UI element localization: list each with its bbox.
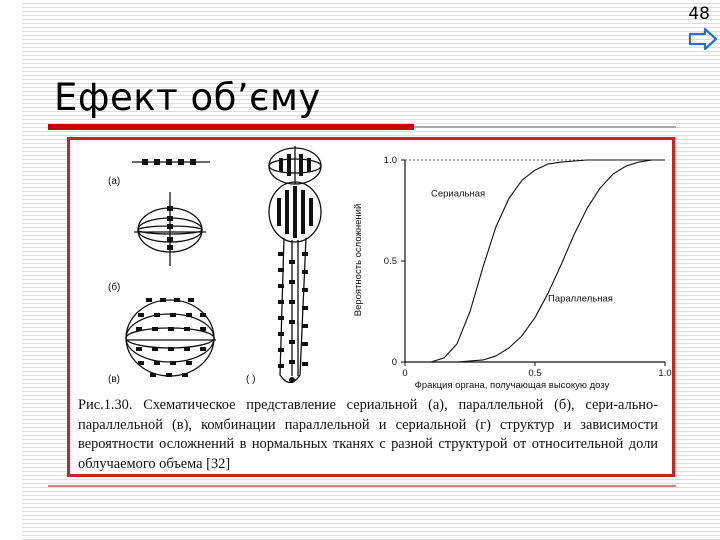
- slide-title: Ефект об’єму: [54, 76, 321, 119]
- chart-series-label: Параллельная: [548, 293, 613, 305]
- chart-y-tick-label: 0.5: [383, 256, 397, 267]
- next-slide-arrow-icon[interactable]: [688, 28, 718, 50]
- chart-y-tick-label: 0: [391, 357, 397, 368]
- bottom-divider: [48, 485, 676, 487]
- schematic-label-b: (б): [108, 282, 121, 293]
- chart-x-tick-label: 0: [402, 368, 408, 379]
- probability-chart: [70, 140, 672, 396]
- chart-y-tick-label: 1.0: [383, 155, 397, 166]
- chart-x-tick-label: 0.5: [528, 368, 542, 379]
- chart-series-label: Сериальная: [431, 188, 486, 200]
- schematic-label-a: (a): [108, 176, 121, 187]
- title-underline-gray: [414, 126, 676, 128]
- page-number: 48: [688, 4, 710, 24]
- figure-caption: Рис.1.30. Схематическое представление сериальной (а), параллельной (б), сери-ально-параллельной (в), комбинации параллельной и сериальной (г) структур и зависимости вероятности осложнений в нормальных тканях с разной структурой от относительной доли облучаемого объема [32]: [78, 397, 658, 472]
- figure-frame: [67, 137, 675, 477]
- chart-x-axis-label: Фракция органа, получающая высокую дозу: [414, 380, 610, 391]
- title-underline-red: [48, 124, 414, 130]
- chart-y-axis-label: Вероятность осложнений: [353, 203, 364, 317]
- schematic-label-v: (в): [108, 374, 120, 385]
- chart-x-tick-label: 1.0: [658, 368, 672, 379]
- schematic-label-g: ( ): [246, 374, 256, 385]
- slide-left-band: [0, 0, 22, 540]
